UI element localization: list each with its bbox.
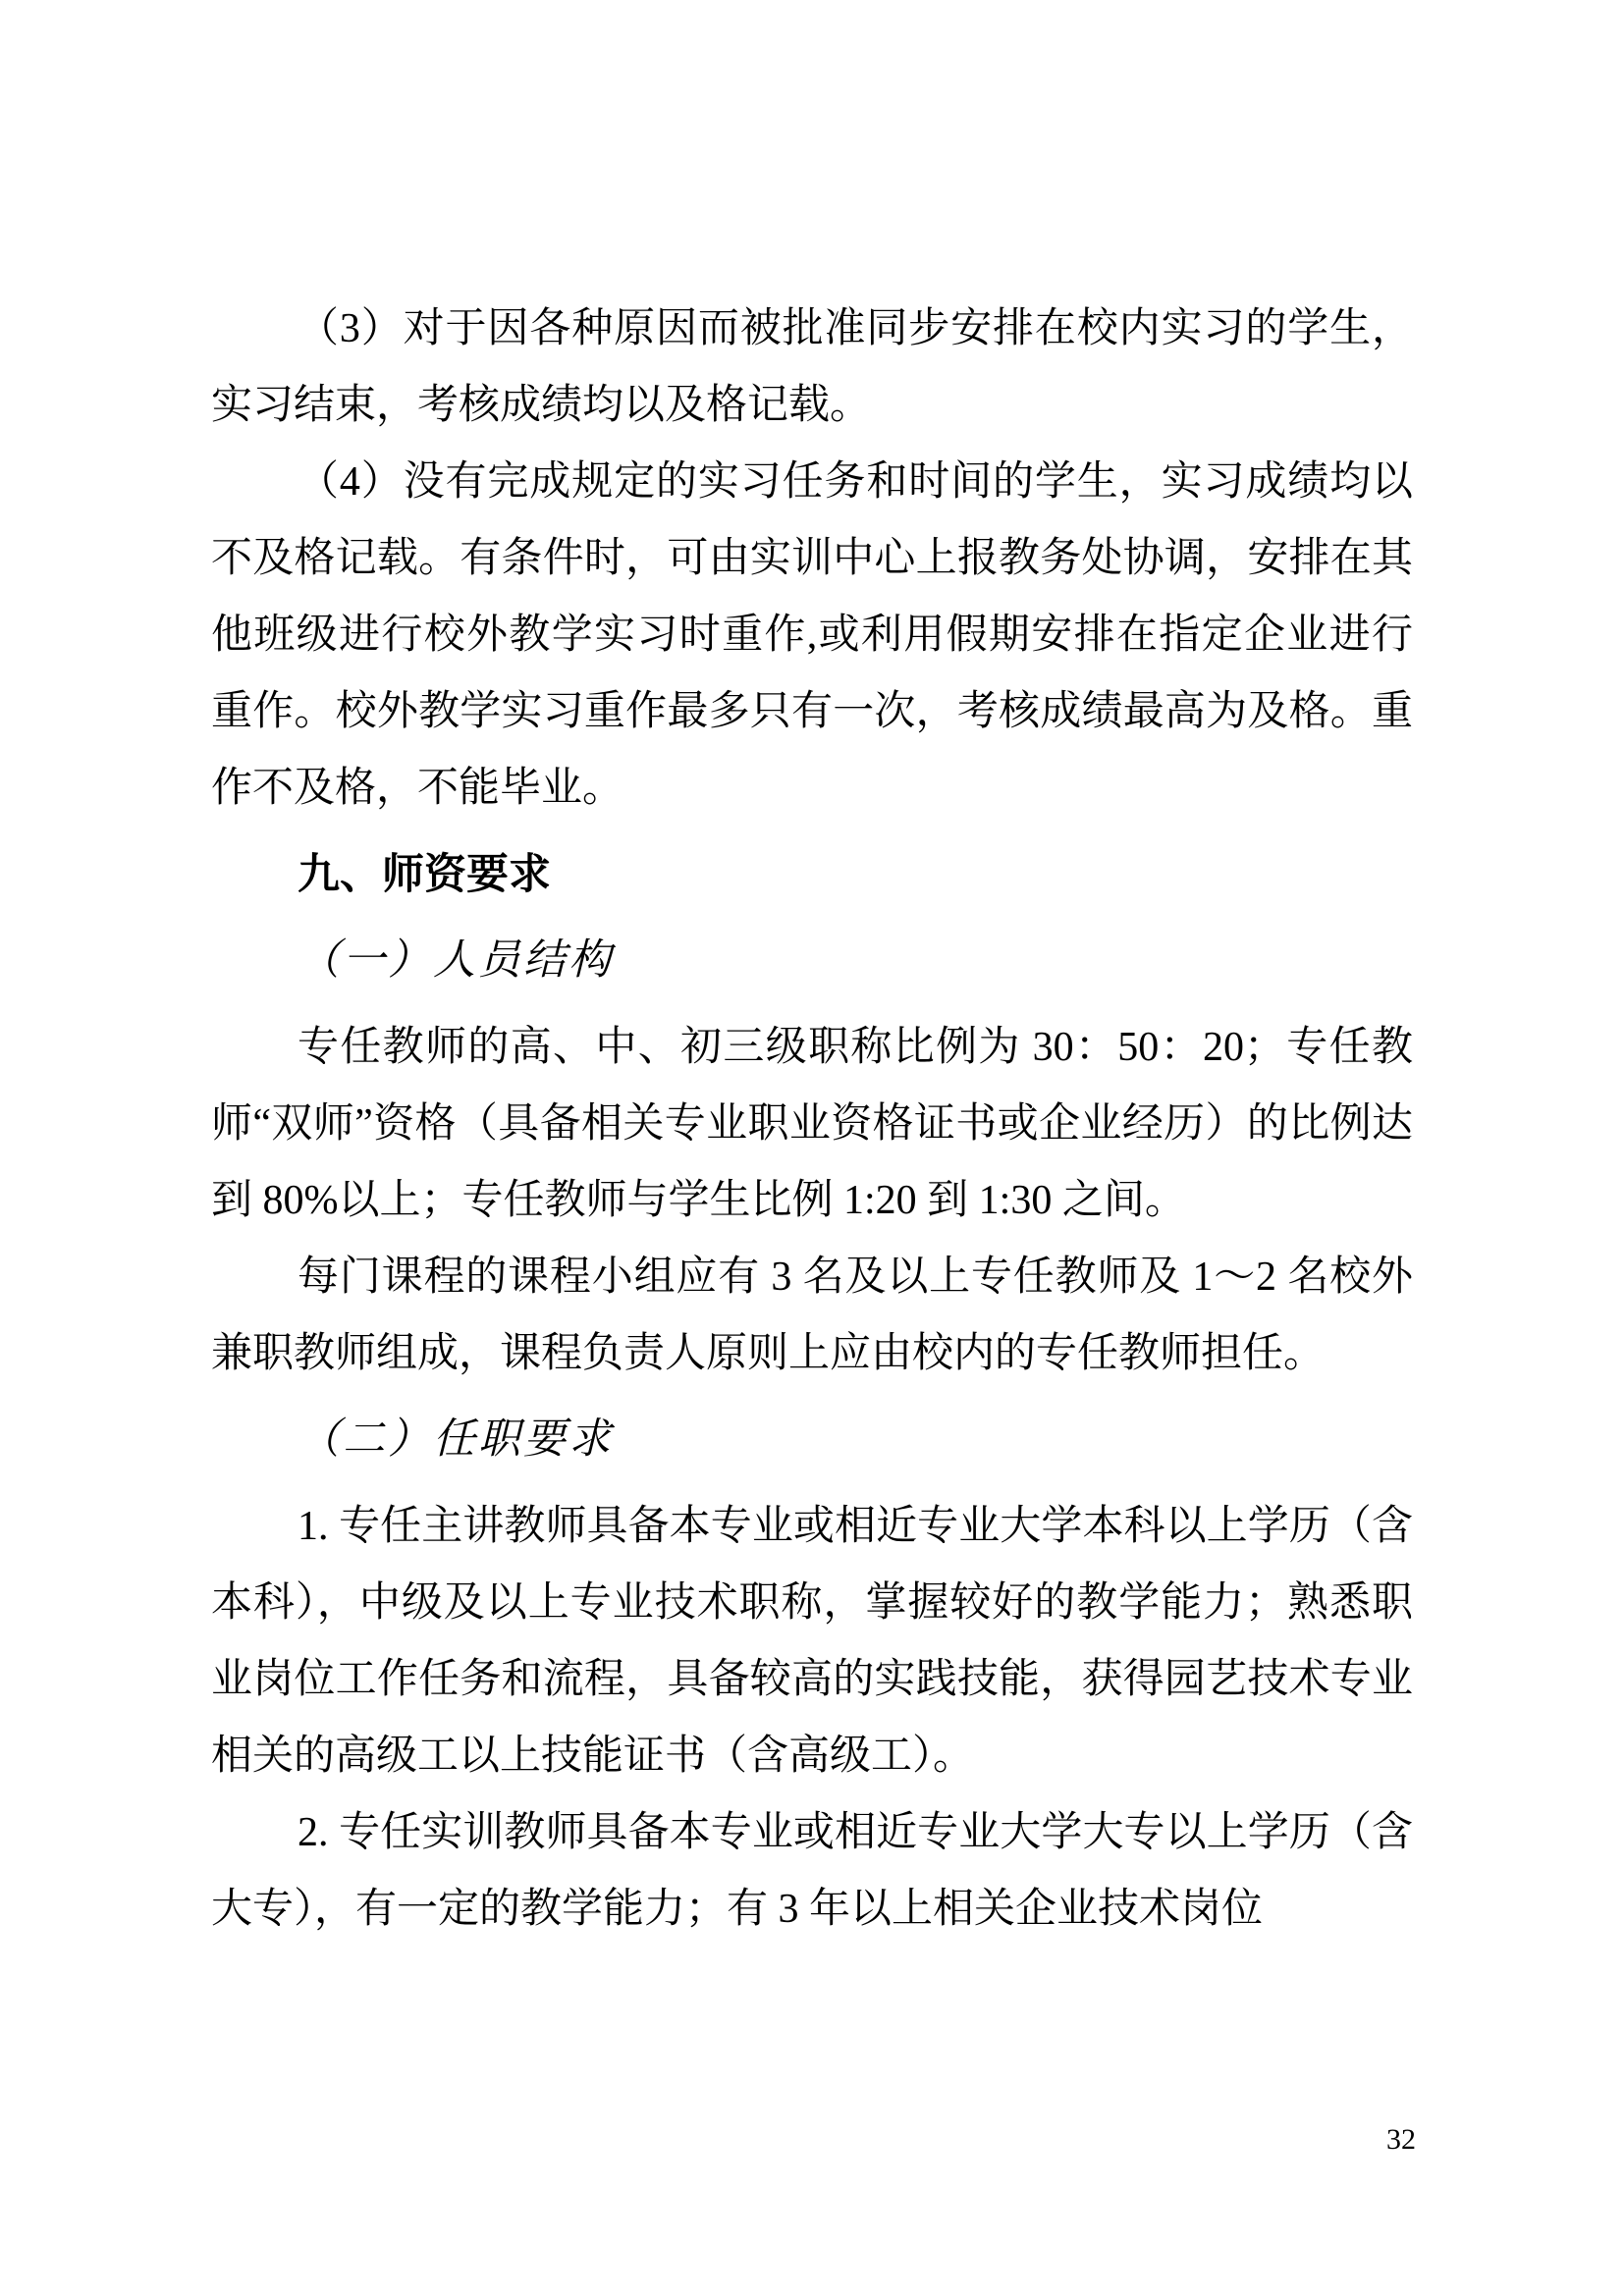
paragraph-course-team: 每门课程的课程小组应有 3 名及以上专任教师及 1～2 名校外兼职教师组成，课程负责人原则上应由校内的专任教师担任。 — [211, 1255, 1413, 1376]
sub-heading-post-requirements: （二）任职要求 — [298, 1416, 614, 1463]
section-heading-faculty-requirements: 九、师资要求 — [298, 851, 551, 898]
document-content — [211, 291, 1413, 1948]
paragraph-lecturer-requirement: 1. 专任主讲教师具备本专业或相近专业大学本科以上学历（含本科），中级及以上专业技术职称，掌握较好的教学能力；熟悉职业岗位工作任务和流程，具备较高的实践技能，获得园艺技术专业相关的高级工以上技能证书（含高级工）。 — [211, 1504, 1413, 1779]
paragraph-title-ratio: 专任教师的高、中、初三级职称比例为 30：50：20；专任教师“双师”资格（具备相关专业职业资格证书或企业经历）的比例达到 80%以上；专任教师与学生比例 1:20 到 1:30 之间。 — [211, 1025, 1413, 1223]
paragraph-trainer-requirement: 2. 专任实训教师具备本专业或相近专业大学大专以上学历（含大专），有一定的教学能力；有 3 年以上相关企业技术岗位 — [211, 1810, 1413, 1932]
sub-heading-personnel-structure: （一）人员结构 — [298, 937, 614, 984]
page-number: 32 — [1386, 2123, 1416, 2156]
paragraph-internship-rule-4: （4）没有完成规定的实习任务和时间的学生，实习成绩均以不及格记载。有条件时，可由实训中心上报教务处协调，安排在其他班级进行校外教学实习时重作,或利用假期安排在指定企业进行重作。校外教学实习重作最多只有一次，考核成绩最高为及格。重作不及格，不能毕业。 — [211, 459, 1413, 811]
paragraph-internship-rule-3: （3）对于因各种原因而被批准同步安排在校内实习的学生，实习结束，考核成绩均以及格记载。 — [211, 306, 1413, 428]
